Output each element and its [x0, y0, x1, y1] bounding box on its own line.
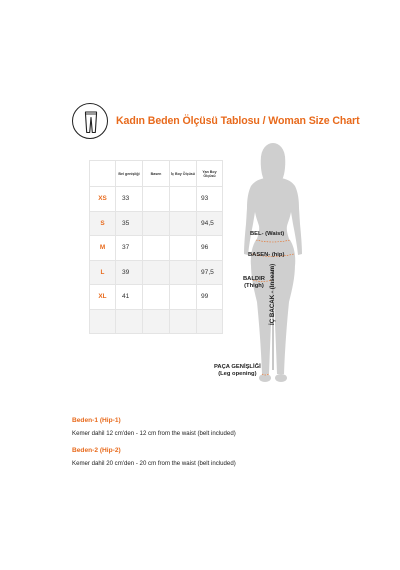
leg-opening-label: PAÇA GENİŞLİĞİ (Leg opening): [214, 364, 261, 377]
inseam-value: [170, 285, 197, 310]
inseam-value: [170, 260, 197, 285]
thigh-label: BALDIR (Thigh): [243, 276, 265, 289]
inseam-value: [170, 211, 197, 236]
waist-value: 41: [116, 285, 143, 310]
column-header-side-length: Yan Boy Ölçüsü: [197, 161, 223, 187]
side-length-value: 96: [197, 236, 223, 261]
column-header-inseam: İç Boy Ölçüsü: [170, 161, 197, 187]
column-header-waist: Bel genişliği: [116, 161, 143, 187]
hip-label: BASEN- (hip): [248, 252, 285, 258]
inseam-value: [170, 236, 197, 261]
hip-value: [143, 236, 170, 261]
table-row: [90, 187, 223, 212]
hip-value: [143, 211, 170, 236]
trousers-icon: [72, 103, 108, 139]
table-header-row: [90, 161, 223, 187]
table-corner-cell: [90, 161, 116, 187]
table-row: [90, 236, 223, 261]
waist-value: 35: [116, 211, 143, 236]
table-row: [90, 260, 223, 285]
waist-value: 39: [116, 260, 143, 285]
hip-value: [143, 187, 170, 212]
note-title: Beden-1 (Hip-1): [72, 417, 121, 424]
table-row: [90, 285, 223, 310]
size-label: L: [90, 260, 116, 285]
note-text: Kemer dahil 20 cm'den - 20 cm from the waist (belt included): [72, 460, 236, 467]
inseam-value: [170, 187, 197, 212]
waist-value: 33: [116, 187, 143, 212]
inseam-label: İÇ BACAK - (Inseam): [269, 263, 276, 325]
side-length-value: 94,5: [197, 211, 223, 236]
waist-value: 37: [116, 236, 143, 261]
column-header-hip: Basen: [143, 161, 170, 187]
note-title: Beden-2 (Hip-2): [72, 447, 121, 454]
table-row: [90, 211, 223, 236]
waist-label: BEL- (Waist): [250, 231, 285, 237]
page-title: Kadın Beden Ölçüsü Tablosu / Woman Size Chart: [116, 115, 360, 127]
size-label: XL: [90, 285, 116, 310]
hip-value: [143, 285, 170, 310]
note-text: Kemer dahil 12 cm'den - 12 cm from the waist (belt included): [72, 430, 236, 437]
hip-value: [143, 260, 170, 285]
size-table: [89, 160, 223, 334]
side-length-value: 97,5: [197, 260, 223, 285]
size-label: XS: [90, 187, 116, 212]
size-label: S: [90, 211, 116, 236]
side-length-value: 99: [197, 285, 223, 310]
side-length-value: 93: [197, 187, 223, 212]
size-label: M: [90, 236, 116, 261]
table-row-empty: [90, 309, 223, 334]
